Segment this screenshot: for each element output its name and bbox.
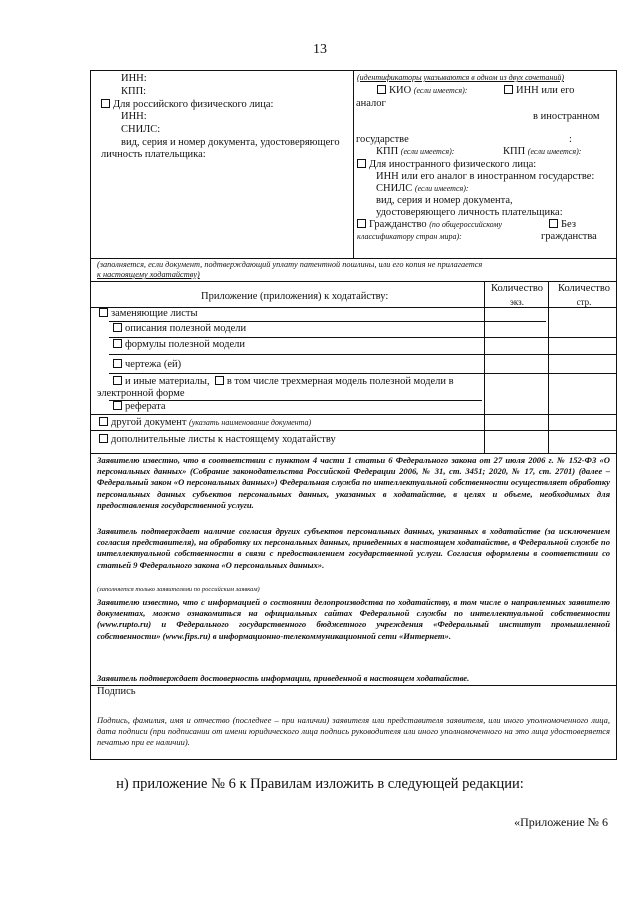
- col-pages-unit: стр.: [576, 297, 592, 307]
- foreign-snils-row: СНИЛС (если имеется):: [376, 183, 469, 194]
- attach-row-other-doc[interactable]: другой документ (указать наименование документа): [99, 417, 311, 429]
- citizenship-row[interactable]: Гражданство (по общероссийскому: [357, 219, 502, 231]
- doc-line-1: вид, серия и номер документа, удостоверяющего: [121, 137, 340, 148]
- state-label: государстве: [356, 134, 409, 145]
- fill-note-2: к настоящему ходатайству): [97, 270, 200, 279]
- kpp-label: КПП:: [121, 86, 147, 97]
- attach-row-additional[interactable]: дополнительные листы к настоящему ходатайству: [99, 434, 336, 446]
- without-citizenship-checkbox[interactable]: [549, 219, 558, 228]
- inn-analog-label: ИНН или его аналог в иностранном государстве:: [376, 171, 595, 182]
- kio-row[interactable]: КИО (если имеется):: [377, 85, 467, 97]
- attach-row-other-materials[interactable]: и иные материалы, в том числе трехмерная модель полезной модели в: [113, 376, 454, 388]
- attach-row-drawings[interactable]: чертежа (ей): [113, 359, 181, 371]
- other-document-checkbox[interactable]: [99, 417, 108, 426]
- attachments-header: Приложение (приложения) к ходатайству:: [201, 291, 389, 302]
- legal-consent-note: (заполняется только заявителями по российским заявкам): [97, 586, 260, 593]
- replacing-sheets-checkbox[interactable]: [99, 308, 108, 317]
- without-row[interactable]: Без: [549, 219, 576, 231]
- snils-label: СНИЛС:: [121, 124, 161, 135]
- legal-confirmation: Заявитель подтверждает достоверность информации, приведенной в настоящем ходатайстве.: [97, 673, 470, 683]
- colon-mark: :: [569, 134, 572, 145]
- col-pages-title: Количество: [557, 283, 611, 294]
- kio-checkbox[interactable]: [377, 85, 386, 94]
- formula-checkbox[interactable]: [113, 339, 122, 348]
- classifier-note: классификатору стран мира):: [357, 232, 462, 241]
- rf-person-checkbox[interactable]: [101, 99, 110, 108]
- analog-label: аналог: [356, 98, 386, 109]
- signature-note: Подпись, фамилия, имя и отчество (последнее – при наличии) заявителя или представителя заявителя, или иного уполномоченного лица, дата подписи (при подписании от имени юридического лица подпись руководителя или иного уполномоченного на это лица удостоверяется печатью при ее наличии).: [97, 715, 610, 747]
- foreign-person-checkbox[interactable]: [357, 159, 366, 168]
- ident-note: (идентификаторы указываются в одном из двух сочетаний): [357, 73, 564, 82]
- legal-consent: Заявитель подтверждает наличие согласия других субъектов персональных данных, указанных в ходатайстве (за исключением согласия представителя), на обработку их персональных данных, приведенных в настоящем ходатайстве, в Федеральной службе по интеллектуальной собственности в связи с предоставлением государственной услуги. Согласия оформлены в соответствии со статьей 9 Федерального закона «О персональных данных».: [97, 526, 610, 570]
- 3d-model-checkbox[interactable]: [215, 376, 224, 385]
- signature-label: Подпись: [97, 686, 136, 697]
- inn-or-checkbox[interactable]: [504, 85, 513, 94]
- foreign-doc-1: вид, серия и номер документа,: [376, 195, 513, 206]
- kpp2-row: КПП (если имеется):: [503, 146, 582, 157]
- doc-line-2: личность плательщика:: [101, 149, 206, 160]
- attach-row-replacing[interactable]: заменяющие листы: [99, 308, 198, 320]
- legal-personal-data: Заявителю известно, что в соответствии с пунктом 4 части 1 статьи 6 Федерального закона от 27 июля 2006 г. № 152-ФЗ «О персональных данных» (Собрание законодательства Российской Федерации 2006, № 31, ст. 3451; 2020, № 17, ст. 2701) (далее – Федеральный закон «О персональных данных») Федеральная служба по интеллектуальной собственности осуществляет обработку персональных данных субъектов персональных данных, указанных в ходатайстве, в целях и объеме, необходимых для предоставления государственной услуги.: [97, 455, 610, 510]
- fill-note-1: (заполняется, если документ, подтверждающий уплату патентной пошлины, или его копия не прилагается: [97, 260, 483, 269]
- attach-row-electronic: электронной форме: [97, 388, 185, 399]
- attach-row-description[interactable]: описания полезной модели: [113, 323, 246, 335]
- abstract-checkbox[interactable]: [113, 401, 122, 410]
- amendment-text: н) приложение № 6 к Правилам изложить в следующей редакции:: [116, 776, 524, 792]
- in-foreign-label: в иностранном: [533, 111, 600, 122]
- col-qty-unit: экз.: [510, 297, 524, 307]
- page-number: 13: [313, 42, 327, 57]
- foreign-person-row[interactable]: Для иностранного физического лица:: [357, 159, 536, 171]
- citizenship-2-label: гражданства: [541, 231, 597, 242]
- description-checkbox[interactable]: [113, 323, 122, 332]
- foreign-doc-2: удостоверяющего личность плательщика:: [376, 207, 563, 218]
- other-materials-checkbox[interactable]: [113, 376, 122, 385]
- appendix-label: «Приложение № 6: [514, 815, 608, 829]
- inn-or-row[interactable]: ИНН или его: [504, 85, 574, 97]
- attach-row-formula[interactable]: формулы полезной модели: [113, 339, 245, 351]
- inn-label-2: ИНН:: [121, 111, 147, 122]
- kpp1-row: КПП (если имеется):: [376, 146, 455, 157]
- legal-info-sites: Заявителю известно, что с информацией о состоянии делопроизводства по ходатайству, в том числе о направленных заявителю документах, можно ознакомиться на официальных сайтах Федеральной службы по интеллектуальной собственности (www.rupto.ru) и Федерального государственного бюджетного учреждения «Федеральный институт промышленной собственности» (www.fips.ru) в информационно-телекоммуникационной сети «Интернет».: [97, 597, 610, 641]
- attach-row-abstract[interactable]: реферата: [113, 401, 166, 413]
- citizenship-checkbox[interactable]: [357, 219, 366, 228]
- additional-sheets-checkbox[interactable]: [99, 434, 108, 443]
- petition-form: [90, 70, 617, 760]
- drawings-checkbox[interactable]: [113, 359, 122, 368]
- col-qty-title: Количество: [490, 283, 544, 294]
- inn-label: ИНН:: [121, 73, 147, 84]
- rf-person-row[interactable]: Для российского физического лица:: [101, 99, 273, 111]
